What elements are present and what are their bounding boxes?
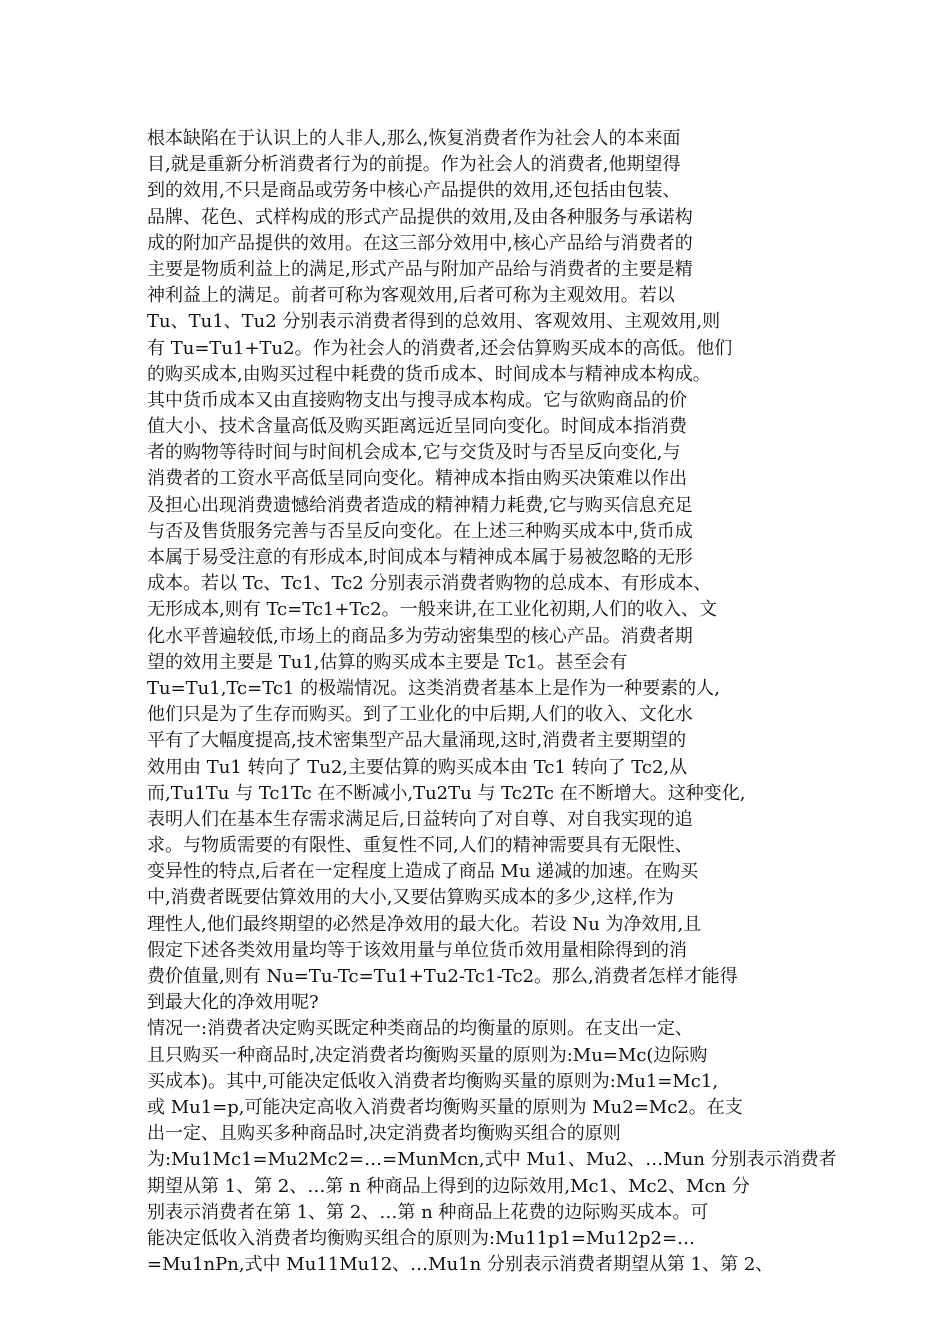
text-line: Tu、Tu1、Tu2 分别表示消费者得到的总效用、客观效用、主观效用,则 <box>147 311 721 333</box>
text-line: 望的效用主要是 Tu1,估算的购买成本主要是 Tc1。甚至会有 <box>147 651 628 673</box>
text-line: 费价值量,则有 Nu=Tu-Tc=Tu1+Tu2-Tc1-Tc2。那么,消费者怎样才能得 <box>147 966 738 987</box>
text-line: 为:Mu1Mc1=Mu2Mc2=…=MunMcn,式中 Mu1、Mu2、…Mun 分别表示消费者 <box>147 1149 837 1171</box>
text-line: 且只购买一种商品时,决定消费者均衡购买量的原则为:Mu=Mc(边际购 <box>147 1044 708 1066</box>
text-line: 品牌、花色、式样构成的形式产品提供的效用,及由各种服务与承诺构 <box>147 206 693 228</box>
text-line: 到最大化的净效用呢? <box>147 992 319 1014</box>
text-line: Tu=Tu1,Tc=Tc1 的极端情况。这类消费者基本上是作为一种要素的人, <box>147 677 720 699</box>
text-line: 化水平普遍较低,市场上的商品多为劳动密集型的核心产品。消费者期 <box>147 625 693 647</box>
text-line: 表明人们在基本生存需求满足后,日益转向了对自尊、对自我实现的追 <box>147 808 693 830</box>
text-line: 效用由 Tu1 转向了 Tu2,主要估算的购买成本由 Tc1 转向了 Tc2,从 <box>147 756 688 778</box>
text-line: 者的购物等待时间与时间机会成本,它与交货及时与否呈反向变化,与 <box>147 442 681 464</box>
text-line: 而,Tu1Tu 与 Tc1Tc 在不断减小,Tu2Tu 与 Tc2Tc 在不断增大。这种变化, <box>147 782 746 804</box>
text-line: 他们只是为了生存而购买。到了工业化的中后期,人们的收入、文化水 <box>147 704 693 726</box>
text-line: 期望从第 1、第 2、…第 n 种商品上得到的边际效用,Mc1、Mc2、Mcn 分 <box>147 1175 750 1197</box>
text-line: 出一定、且购买多种商品时,决定消费者均衡购买组合的原则 <box>147 1123 621 1145</box>
text-line: 或 Mu1=p,可能决定高收入消费者均衡购买量的原则为 Mu2=Mc2。在支 <box>147 1096 743 1118</box>
text-line: 根本缺陷在于认识上的人非人,那么,恢复消费者作为社会人的本来面 <box>147 128 681 149</box>
text-line: 成本。若以 Tc、Tc1、Tc2 分别表示消费者购物的总成本、有形成本、 <box>147 573 712 595</box>
text-line: 有 Tu=Tu1+Tu2。作为社会人的消费者,还会估算购买成本的高低。他们 <box>147 337 733 359</box>
text-line: 主要是物质利益上的满足,形式产品与附加产品给与消费者的主要是精 <box>147 258 693 280</box>
text-line: 求。与物质需要的有限性、重复性不同,人们的精神需要具有无限性、 <box>147 835 693 857</box>
text-line: 消费者的工资水平高低呈同向变化。精神成本指由购买决策难以作出 <box>147 468 687 490</box>
text-line: 中,消费者既要估算效用的大小,又要估算购买成本的多少,这样,作为 <box>147 887 674 909</box>
text-line: 神利益上的满足。前者可称为客观效用,后者可称为主观效用。若以 <box>147 285 675 307</box>
text-line: 的购买成本,由购买过程中耗费的货币成本、时间成本与精神成本构成。 <box>147 363 711 385</box>
text-line: 本属于易受注意的有形成本,时间成本与精神成本属于易被忽略的无形 <box>147 547 693 568</box>
text-line: 变异性的特点,后者在一定程度上造成了商品 Mu 递减的加速。在购买 <box>147 861 699 883</box>
text-line: 成的附加产品提供的效用。在这三部分效用中,核心产品给与消费者的 <box>147 232 693 254</box>
text-line: 买成本)。其中,可能决定低收入消费者均衡购买量的原则为:Mu1=Mc1, <box>147 1070 719 1092</box>
text-line: 假定下述各类效用量均等于该效用量与单位货币效用量相除得到的消 <box>147 939 687 961</box>
text-line: 无形成本,则有 Tc=Tc1+Tc2。一般来讲,在工业化初期,人们的收入、文 <box>147 599 718 621</box>
text-line: 与否及售货服务完善与否呈反向变化。在上述三种购买成本中,货币成 <box>147 520 693 542</box>
text-line: 目,就是重新分析消费者行为的前提。作为社会人的消费者,他期望得 <box>147 154 681 176</box>
text-line: 能决定低收入消费者均衡购买组合的原则为:Mu11p1=Mu12p2=… <box>147 1227 696 1249</box>
text-line: 值大小、技术含量高低及购买距离远近呈同向变化。时间成本指消费 <box>147 416 687 438</box>
text-line: =Mu1nPn,式中 Mu11Mu12、…Mu1n 分别表示消费者期望从第 1、第 2、 <box>147 1254 774 1276</box>
body-text <box>147 126 837 1278</box>
text-line: 平有了大幅度提高,技术密集型产品大量涌现,这时,消费者主要期望的 <box>147 730 687 752</box>
text-line: 情况一:消费者决定购买既定种类商品的均衡量的原则。在支出一定、 <box>147 1018 694 1040</box>
text-line: 别表示消费者在第 1、第 2、…第 n 种商品上花费的边际购买成本。可 <box>147 1201 709 1223</box>
text-line: 理性人,他们最终期望的必然是净效用的最大化。若设 Nu 为净效用,且 <box>147 913 702 935</box>
text-line: 其中货币成本又由直接购物支出与搜寻成本构成。它与欲购商品的价 <box>147 389 687 411</box>
text-line: 及担心出现消费遗憾给消费者造成的精神精力耗费,它与购买信息充足 <box>147 494 693 516</box>
text-line: 到的效用,不只是商品或劳务中核心产品提供的效用,还包括由包装、 <box>147 180 681 202</box>
